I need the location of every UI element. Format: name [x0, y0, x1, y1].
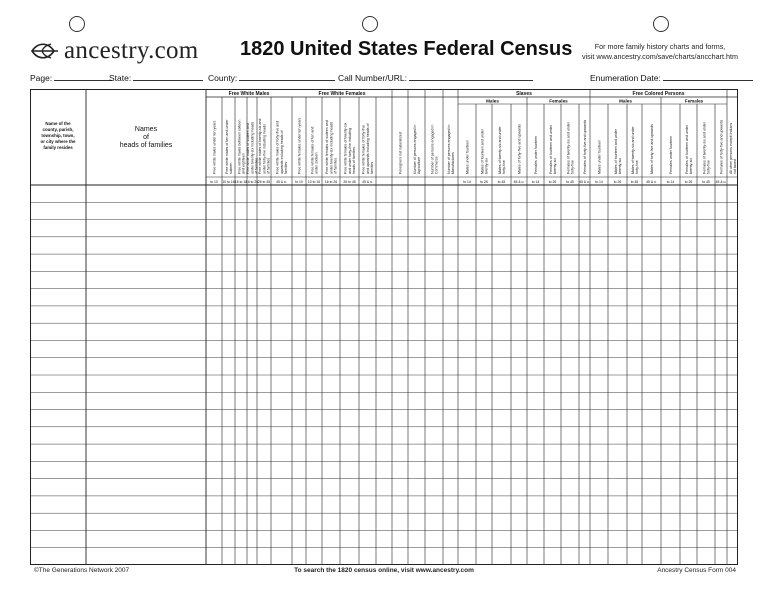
punch-hole-right	[653, 16, 669, 32]
col-label-white-male: and eighteen	[241, 153, 246, 174]
col-label-colored-male: Males of fourteen and under	[613, 129, 618, 174]
enumeration-date-label: Enumeration Date:	[590, 73, 661, 83]
page-title: 1820 United States Federal Census	[240, 38, 573, 60]
col-label-occupation: Number of persons engaged in	[430, 124, 435, 174]
col-label-white-female: under twenty-six including heads	[329, 121, 334, 174]
age-label: to 10	[295, 180, 303, 184]
col-label-colored-male: Males of forty-five and upwards	[649, 124, 654, 174]
group-label-white-females: Free White Females	[318, 91, 366, 98]
col-label-white-female: and upwards including heads of	[365, 123, 370, 174]
col-label-occupation: Manufactures	[451, 152, 455, 174]
age-label: to 26	[684, 180, 693, 184]
col-label-occupation: Number of persons engaged in	[412, 124, 417, 174]
age-label: to 45	[630, 180, 639, 184]
col-label-white-female: Free white females of sixteen and	[325, 120, 330, 174]
age-label: 45 & u.	[513, 180, 525, 184]
call-number-field[interactable]	[338, 72, 533, 83]
col-label-colored-male: Males of twenty-six and under	[630, 126, 635, 174]
col-label-white-female: under sixteen	[314, 152, 319, 174]
col-label-white-female: families	[370, 161, 375, 174]
sub-label-colored-males: Males	[619, 98, 632, 104]
age-label: to 14	[595, 180, 603, 184]
col-label-slave-male: twenty-six	[484, 158, 489, 174]
col-label-slave-female: twenty-six	[553, 158, 557, 174]
col-label-white-male: Free white males under ten years	[212, 120, 217, 174]
col-label-occupation: Number of persons engaged in	[446, 124, 451, 174]
col-label-other: not taxed	[733, 159, 737, 174]
sub-label-colored-females: Females	[684, 98, 704, 104]
age-label: to 14	[463, 180, 471, 184]
col-label-names: heads of families	[119, 142, 173, 149]
sub-label-slave-males: Males	[486, 98, 499, 104]
col-label-slave-female: forty-five	[570, 160, 575, 174]
leaf-icon	[30, 40, 60, 62]
col-label-slave-male: Males of forty-five and upwards	[517, 124, 522, 174]
info-line-2: visit www.ancestry.com/save/charts/ancchart.htm	[581, 51, 739, 61]
header-fields	[30, 72, 738, 84]
age-label: 26 to 45	[257, 180, 271, 184]
col-label-white-male: Free white males of twenty-six and	[258, 118, 263, 174]
group-label-slaves: Slaves	[516, 91, 532, 98]
col-label-place: family resides	[43, 145, 73, 150]
col-label-white-male: families	[284, 161, 289, 174]
page-field[interactable]	[30, 72, 112, 83]
age-label: 45 & u.	[715, 180, 727, 184]
group-label-white-males: Free White Males	[228, 91, 270, 98]
col-label-white-male: sixteen	[229, 162, 233, 174]
col-label-other: All other persons except Indians	[728, 122, 733, 174]
age-label: to 26	[613, 180, 622, 184]
ancestry-logo	[30, 37, 199, 65]
col-label-white-female: Free white females of twenty-six	[343, 122, 348, 174]
col-label-colored-female: Females of forty-five and upwards	[719, 119, 724, 174]
col-label-colored-female: Females of twenty-six and under	[702, 122, 707, 174]
col-label-white-male: under forty-five including heads	[262, 124, 267, 174]
col-label-white-male: Free white males of ten and under	[224, 119, 229, 174]
col-label-colored-female: twenty-six	[689, 158, 693, 174]
age-label: to 45	[497, 180, 506, 184]
col-label-white-male: upwards including heads of	[279, 130, 284, 174]
col-label-white-male: of families	[266, 157, 271, 174]
col-label-names: of	[143, 134, 149, 141]
col-label-white-male: of families	[254, 157, 259, 174]
col-label-occupation: Commerce	[434, 156, 439, 174]
age-label: 16 to 18	[234, 180, 248, 184]
col-label-place: township, town,	[41, 133, 75, 138]
col-label-white-female: of families	[333, 157, 338, 174]
col-label-place: Name of the	[45, 121, 71, 126]
col-label-colored-male: Males under fourteen	[597, 140, 602, 174]
group-label-colored: Free Colored Persons	[632, 91, 685, 98]
age-label: to 14	[666, 180, 675, 184]
col-label-colored-female: Females under fourteen	[668, 135, 673, 174]
col-label-place: county, parish,	[42, 127, 74, 132]
punch-hole-center	[362, 16, 378, 32]
age-label: 45 & u.	[579, 180, 590, 184]
col-label-white-female: Free white females under ten years	[297, 117, 302, 174]
state-label: State:	[109, 73, 132, 83]
col-label-names: Names	[134, 126, 158, 133]
age-label: 10 to 16	[222, 180, 235, 184]
col-label-colored-male: twenty-six	[618, 158, 622, 174]
col-label-occupation: Foreigners not naturalized	[398, 132, 403, 174]
sub-label-slave-females: Females	[549, 98, 568, 104]
age-label: to 26	[548, 180, 557, 184]
col-label-colored-female: forty-five	[706, 160, 711, 174]
age-label: 45 & u.	[276, 180, 287, 184]
county-field[interactable]	[208, 72, 335, 83]
col-label-white-male: Free white males between sixteen	[237, 119, 242, 174]
footer-copyright: ©The Generations Network 2007	[34, 567, 130, 574]
col-label-slave-male: Males under fourteen	[465, 140, 470, 174]
age-label: to 10	[210, 180, 218, 184]
col-label-slave-male: Males of fourteen and under	[480, 129, 485, 174]
col-label-white-male: under twenty-six including heads	[250, 121, 255, 174]
page-label: Page:	[30, 73, 53, 83]
footer-form-number: Ancestry Census Form 004	[657, 567, 736, 574]
col-label-white-male: Free white males of sixteen and	[246, 123, 251, 174]
age-label: 16 to 26	[324, 180, 338, 184]
col-label-colored-male: forty-five	[635, 160, 639, 174]
state-field[interactable]	[109, 72, 203, 83]
col-label-white-female: Free white females of ten and	[310, 126, 315, 174]
col-label-slave-female: Females of forty-five and upwards	[582, 119, 587, 174]
punch-hole-left	[69, 16, 85, 32]
age-label: 26 to 45	[343, 180, 356, 184]
col-label-slave-female: Females of twenty-six and under	[566, 122, 571, 174]
age-label: to 26	[480, 180, 488, 184]
logo-text: ancestry.com	[64, 37, 199, 64]
col-label-slave-male: Males of twenty-six and under	[497, 126, 502, 174]
age-label: to 14	[531, 180, 540, 184]
info-line-1: For more family history charts and forms,	[594, 42, 726, 51]
county-label: County:	[208, 73, 238, 83]
col-label-white-female: heads of families	[352, 147, 357, 174]
age-label: 45 & u.	[646, 180, 657, 184]
col-label-slave-female: Females of fourteen and under	[548, 124, 553, 174]
census-grid	[30, 89, 738, 565]
col-label-slave-female: Females under fourteen	[533, 135, 538, 174]
age-label: to 45	[702, 180, 710, 184]
info-text	[560, 42, 760, 61]
col-label-place: or city where the	[40, 139, 76, 144]
enumeration-date-field[interactable]	[590, 72, 753, 83]
age-label: 16 to 26	[245, 180, 259, 184]
footer-search-note: To search the 1820 census online, visit www.ancestry.com	[294, 567, 474, 574]
col-label-occupation: Agriculture	[417, 156, 421, 174]
age-label: 45 & u.	[362, 180, 373, 184]
col-label-white-female: Free white females of forty-five	[361, 124, 366, 174]
col-label-slave-male: forty-five	[502, 160, 506, 174]
col-label-colored-female: Females of fourteen and under	[684, 124, 689, 174]
age-label: to 45	[566, 180, 574, 184]
col-label-white-male: Free white males of forty-five and	[275, 120, 280, 174]
age-label: 10 to 16	[307, 180, 321, 184]
col-label-white-female: and under forty-five including	[347, 127, 352, 174]
call-number-label: Call Number/URL:	[338, 73, 407, 83]
